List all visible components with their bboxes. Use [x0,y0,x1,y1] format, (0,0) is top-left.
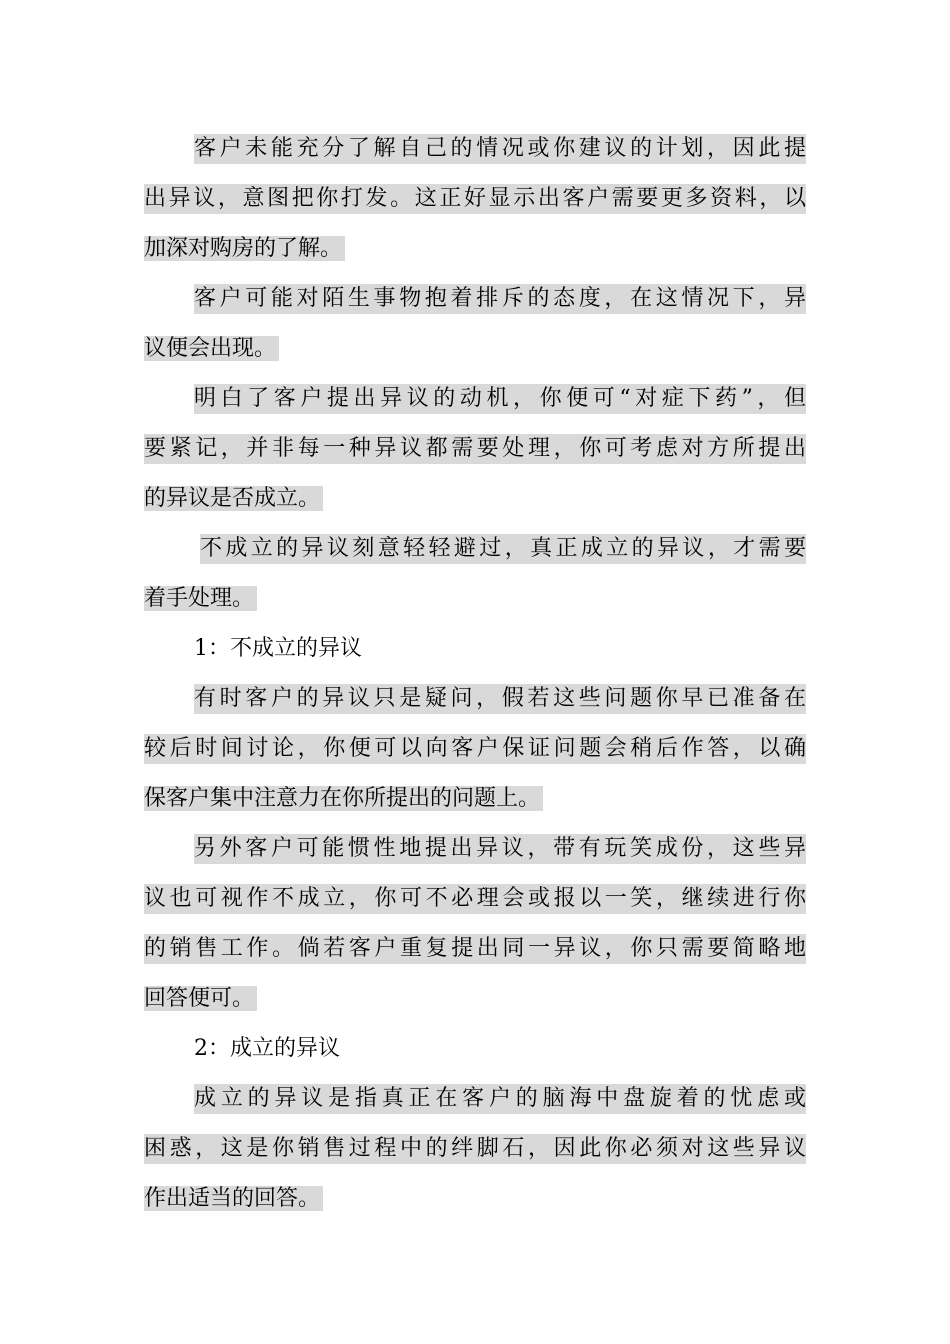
paragraph-1-line-2 [144,184,806,214]
text-line: 客户未能充分了解自己的情况或你建议的计划，因此提 [194,134,806,164]
paragraph-1-line-1 [194,134,806,164]
paragraph-6-line-1 [194,834,806,864]
paragraph-7-line-3 [144,1184,323,1214]
text-line: 出异议，意图把你打发。这正好显示出客户需要更多资料，以 [144,184,806,214]
paragraph-7-line-2 [144,1134,806,1164]
paragraph-6-line-2 [144,884,806,914]
text-line: 作出适当的回答。 [144,1186,323,1211]
heading-text: 2：成立的异议 [194,1036,340,1061]
text-line: 有时客户的异议只是疑问，假若这些问题你早已准备在 [194,684,806,714]
section-heading-2 [194,1034,343,1064]
text-line: 的异议是否成立。 [144,486,323,511]
text-line: 成立的异议是指真正在客户的脑海中盘旋着的忧虑或 [194,1084,806,1114]
paragraph-6-line-3 [144,934,806,964]
paragraph-4-line-1 [200,534,806,564]
text-line: 加深对购房的了解。 [144,236,345,261]
paragraph-1-line-3 [144,234,345,264]
text-line: 着手处理。 [144,586,257,611]
text-line: 较后时间讨论，你便可以向客户保证问题会稍后作答，以确 [144,734,806,764]
paragraph-5-line-3 [144,784,543,814]
paragraph-3-line-1 [194,384,806,414]
paragraph-5-line-1 [194,684,806,714]
text-line: 议也可视作不成立，你可不必理会或报以一笑，继续进行你 [144,884,806,914]
paragraph-3-line-2 [144,434,806,464]
text-line: 回答便可。 [144,986,257,1011]
heading-text: 1：不成立的异议 [194,636,362,661]
text-line: 议便会出现。 [144,336,279,361]
text-line: 明白了客户提出异议的动机，你便可“对症下药”，但 [194,384,806,414]
text-line: 保客户集中注意力在你所提出的问题上。 [144,786,543,811]
text-line: 的销售工作。倘若客户重复提出同一异议，你只需要简略地 [144,934,806,964]
paragraph-6-line-4 [144,984,257,1014]
paragraph-3-line-3 [144,484,323,514]
text-line: 要紧记，并非每一种异议都需要处理，你可考虑对方所提出 [144,434,806,464]
text-line: 另外客户可能惯性地提出异议，带有玩笑成份，这些异 [194,834,806,864]
paragraph-7-line-1 [194,1084,806,1114]
paragraph-4-line-2 [144,584,257,614]
section-heading-1 [194,634,365,664]
text-line: 不成立的异议刻意轻轻避过，真正成立的异议，才需要 [200,534,806,564]
paragraph-5-line-2 [144,734,806,764]
paragraph-2-line-1 [194,284,806,314]
text-line: 困惑，这是你销售过程中的绊脚石，因此你必须对这些异议 [144,1134,806,1164]
text-line: 客户可能对陌生事物抱着排斥的态度，在这情况下，异 [194,284,806,314]
paragraph-2-line-2 [144,334,279,364]
